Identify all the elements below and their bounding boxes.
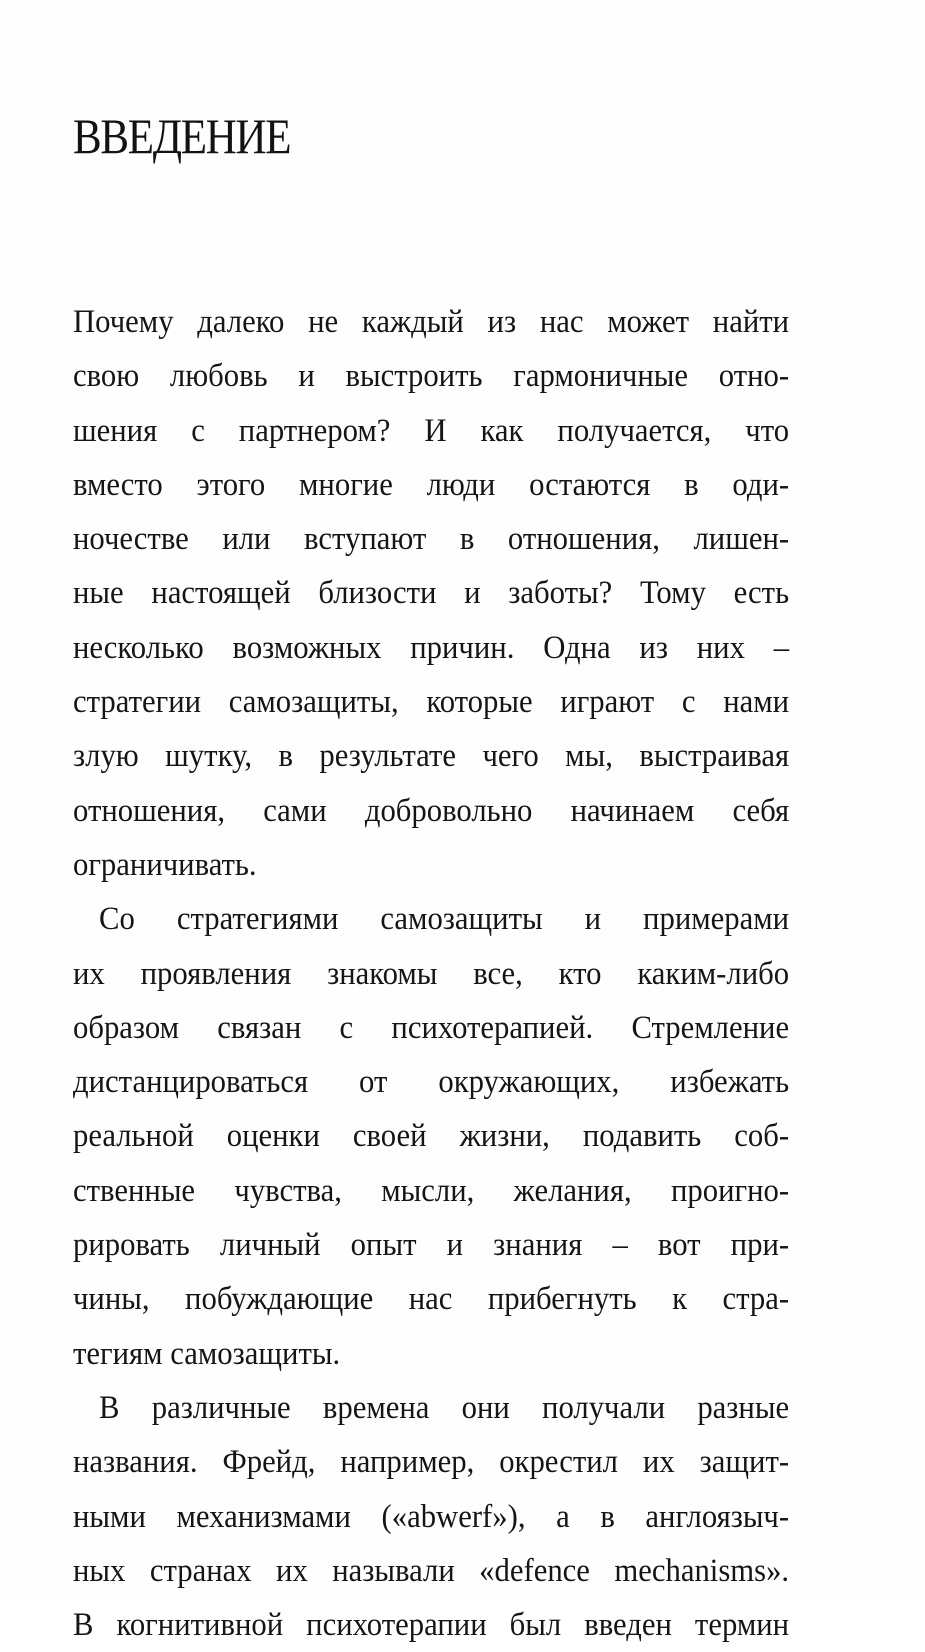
text-line: вместо этого многие люди остаются в оди- xyxy=(73,466,790,503)
text-line: названия. Фрейд, например, окрестил их защит- xyxy=(73,1444,790,1481)
paragraph-3 xyxy=(73,1381,789,1652)
body-text xyxy=(73,295,789,1652)
text-line: рировать личный опыт и знания – вот при- xyxy=(73,1227,790,1264)
text-line: злую шутку, в результате чего мы, выстраивая xyxy=(73,738,790,775)
text-line: ные настоящей близости и заботы? Тому есть xyxy=(73,575,790,612)
text-line: ственные чувства, мысли, желания, проигно- xyxy=(73,1172,790,1209)
text-line: ограничивать. xyxy=(73,846,257,883)
text-line: ночестве или вступают в отношения, лишен- xyxy=(73,521,790,558)
text-line: реальной оценки своей жизни, подавить соб- xyxy=(73,1118,790,1155)
text-line: несколько возможных причин. Одна из них – xyxy=(73,629,790,666)
text-line: Со стратегиями самозащиты и примерами xyxy=(99,901,790,938)
text-line: ными механизмами («abwerf»), а в англоязыч- xyxy=(73,1498,790,1535)
text-line: шения с партнером? И как получается, что xyxy=(73,412,790,449)
text-line: образом связан с психотерапией. Стремление xyxy=(73,1009,790,1046)
text-line: ных странах их называли «defence mechanisms». xyxy=(73,1552,790,1589)
text-line: отношения, сами добровольно начинаем себя xyxy=(73,792,790,829)
text-line: свою любовь и выстроить гармоничные отно- xyxy=(73,358,790,395)
text-line: В различные времена они получали разные xyxy=(99,1389,790,1426)
text-line: чины, побуждающие нас прибегнуть к стра- xyxy=(73,1281,790,1318)
text-line: В когнитивной психотерапии был введен термин xyxy=(73,1607,790,1644)
text-line: Почему далеко не каждый из нас может найти xyxy=(73,304,790,340)
paragraph-2 xyxy=(73,892,789,1381)
text-line: стратегии самозащиты, которые играют с нами xyxy=(73,684,790,721)
paragraph-1 xyxy=(73,295,789,892)
text-line: тегиям самозащиты. xyxy=(73,1335,341,1372)
text-line: дистанцироваться от окружающих, избежать xyxy=(73,1064,790,1101)
chapter-title: ВВЕДЕНИЕ xyxy=(73,108,291,164)
text-line: их проявления знакомы все, кто каким-либо xyxy=(73,955,790,992)
